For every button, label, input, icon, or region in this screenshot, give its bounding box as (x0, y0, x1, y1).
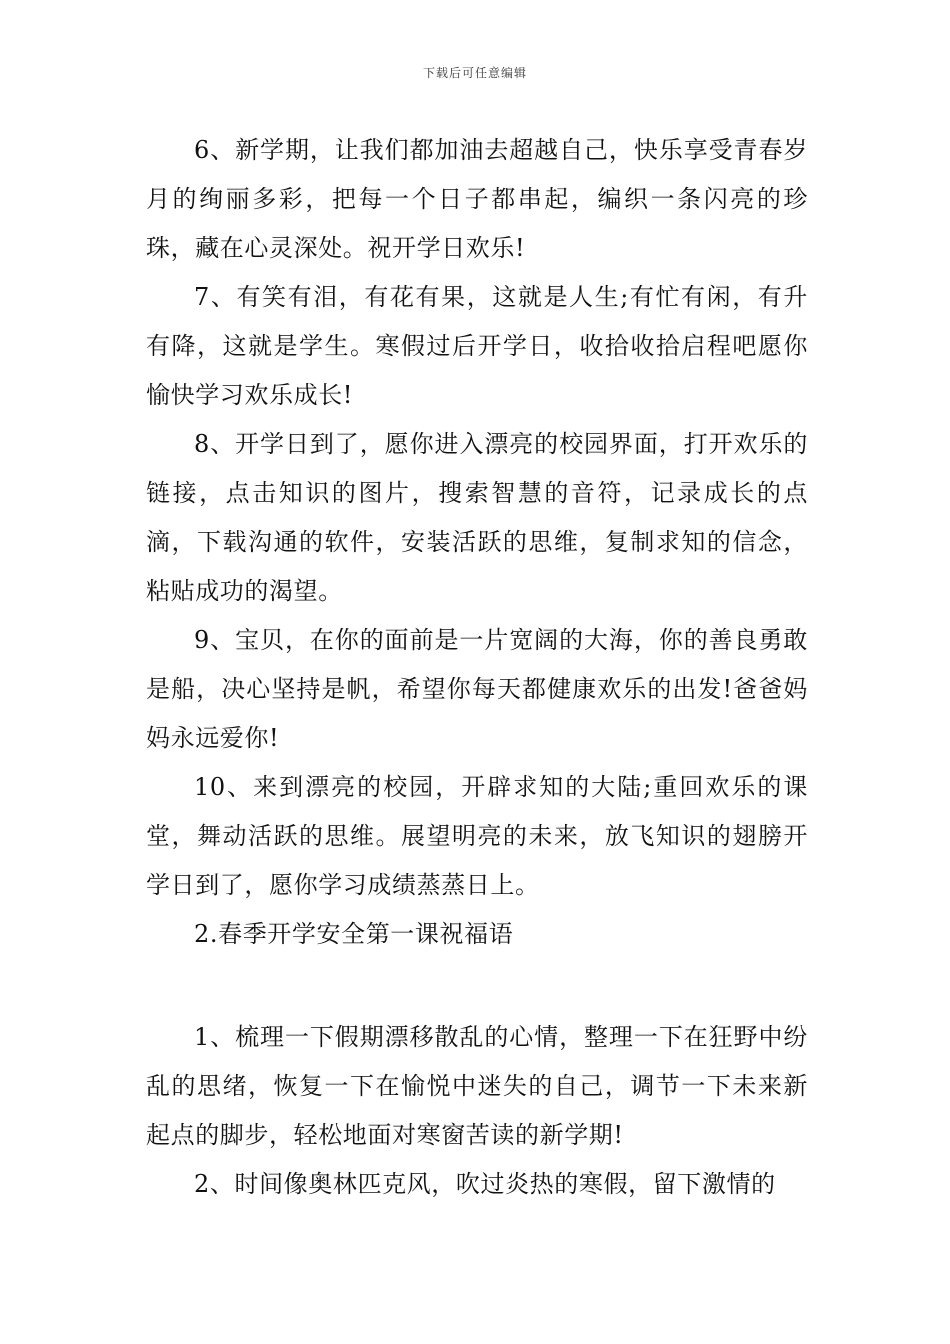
section-heading: 2.春季开学安全第一课祝福语 (194, 920, 514, 948)
paragraph-1: 1、梳理一下假期漂移散乱的心情，整理一下在狂野中纷乱的思绪，恢复一下在愉悦中迷失的自己，调节一下未来新起点的脚步，轻松地面对寒窗苦读的新学期! (146, 1023, 808, 1149)
section-spacer (146, 959, 808, 1013)
paragraph-9: 9、宝贝，在你的面前是一片宽阔的大海，你的善良勇敢是船，决心坚持是帆，希望你每天都健康欢乐的出发!爸爸妈妈永远爱你! (146, 626, 808, 752)
paragraph-6: 6、新学期，让我们都加油去超越自己，快乐享受青春岁月的绚丽多彩，把每一个日子都串起，编织一条闪亮的珍珠，藏在心灵深处。祝开学日欢乐! (146, 136, 808, 262)
paragraph-8: 8、开学日到了，愿你进入漂亮的校园界面，打开欢乐的链接，点击知识的图片，搜索智慧的音符，记录成长的点滴，下载沟通的软件，安装活跃的思维，复制求知的信念，粘贴成功的渴望。 (146, 430, 808, 605)
paragraph-2: 2、时间像奥林匹克风，吹过炎热的寒假，留下激情的 (194, 1170, 776, 1198)
document-body (146, 126, 808, 1209)
paragraph-7: 7、有笑有泪，有花有果，这就是人生;有忙有闲，有升有降，这就是学生。寒假过后开学日，收拾收拾启程吧愿你愉快学习欢乐成长! (146, 283, 808, 409)
paragraph-10: 10、来到漂亮的校园，开辟求知的大陆;重回欢乐的课堂，舞动活跃的思维。展望明亮的未来，放飞知识的翅膀开学日到了，愿你学习成绩蒸蒸日上。 (146, 773, 808, 899)
page-header: 下载后可任意编辑 (422, 66, 527, 80)
